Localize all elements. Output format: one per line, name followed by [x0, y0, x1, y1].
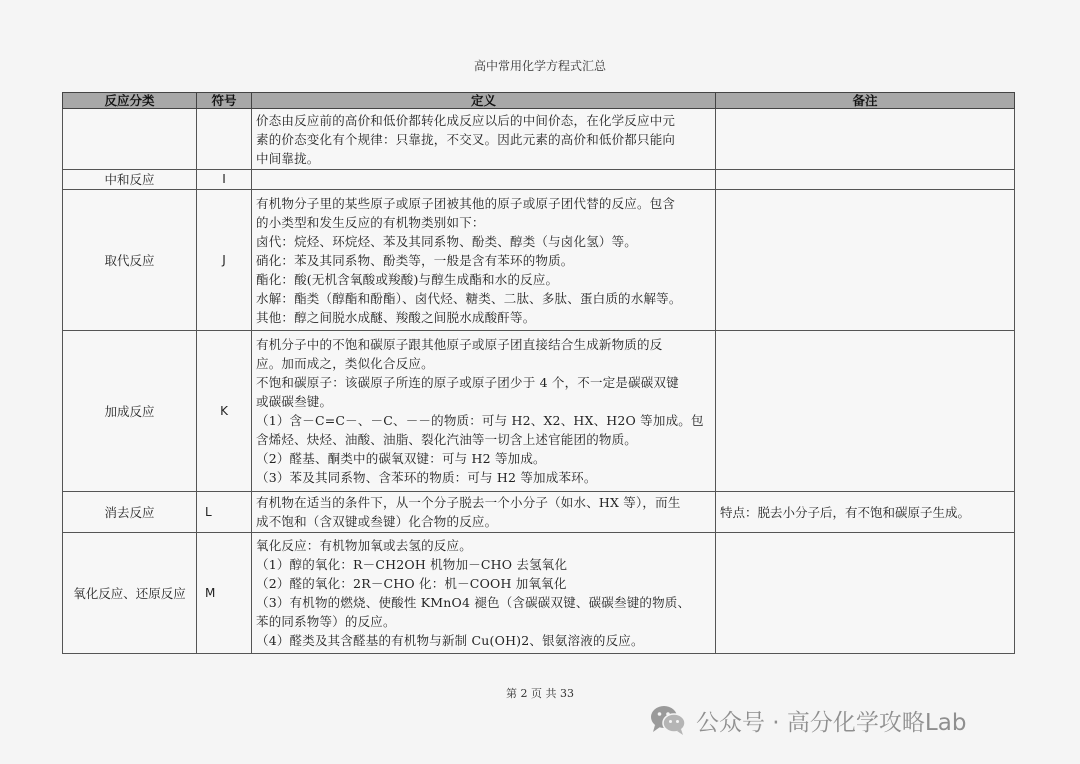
category-cell: 氧化反应、还原反应: [63, 533, 197, 654]
table-row: [63, 533, 1015, 654]
table-row: [63, 170, 1015, 190]
table-row: [63, 331, 1015, 492]
definition-line: 苯的同系物等）的反应。: [256, 614, 396, 629]
definition-line: 的小类型和发生反应的有机物类别如下：: [256, 214, 485, 230]
definition-line: 有机物分子里的某些原子或原子团被其他的原子或原子团代替的反应。包含: [256, 195, 676, 211]
definition-line: （2）醛的氧化：2R－CHO 化：机－COOH 加氧氧化: [256, 576, 567, 591]
note-cell: [716, 190, 1015, 331]
definition-cell: [252, 109, 716, 170]
definition-cell: [252, 170, 716, 190]
note-cell: 特点：脱去小分子后，有不饱和碳原子生成。: [716, 492, 1015, 533]
category-cell: [63, 109, 197, 170]
definition-line: 中间靠拢。: [256, 150, 320, 166]
definition-cell: [252, 533, 716, 654]
header-note: 备注: [716, 93, 1015, 109]
definition-line: 成不饱和（含双键或叁键）化合物的反应。: [256, 514, 498, 529]
header-category: 反应分类: [63, 93, 197, 109]
page-number: 第 2 页 共 33: [506, 687, 574, 700]
note-cell: [716, 533, 1015, 654]
definition-line: （4）醛类及其含醛基的有机物与新制 Cu(OH)2、银氨溶液的反应。: [256, 633, 644, 648]
note-cell: [716, 331, 1015, 492]
symbol-cell: J: [197, 190, 252, 331]
definition-cell: [252, 492, 716, 533]
watermark: [648, 700, 966, 740]
category-cell: 取代反应: [63, 190, 197, 331]
symbol-cell: L: [197, 492, 252, 533]
wechat-icon: [648, 702, 688, 738]
definition-line: 水解：酯类（醇酯和酚酯）、卤代烃、糖类、二肽、多肽、蛋白质的水解等。: [256, 290, 682, 306]
definition-line: （1）醇的氧化：R－CH2OH 机物加－CHO 去氢氧化: [256, 557, 568, 572]
definition-line: 或碳碳叁键。: [256, 394, 333, 409]
category-cell: 中和反应: [63, 170, 197, 190]
definition-line: 素的价态变化有个规律：只靠拢，不交叉。因此元素的高价和低价都只能向: [256, 131, 676, 147]
header-definition: 定义: [252, 93, 716, 109]
category-cell: 消去反应: [63, 492, 197, 533]
symbol-cell: K: [197, 331, 252, 492]
definition-line: 不饱和碳原子：该碳原子所连的原子或原子团少于 4 个，不一定是碳碳双键: [256, 375, 679, 390]
table-row: [63, 190, 1015, 331]
reaction-table: [62, 92, 1015, 654]
table-header-row: [63, 93, 1015, 109]
definition-line: （2）醛基、酮类中的碳氧双键：可与 H2 等加成。: [256, 451, 546, 466]
page-title: 高中常用化学方程式汇总: [473, 59, 606, 73]
definition-line: 应。加而成之，类似化合反应。: [256, 356, 434, 371]
definition-cell: [252, 190, 716, 331]
definition-line: 有机分子中的不饱和碳原子跟其他原子或原子团直接结合生成新物质的反: [256, 337, 663, 352]
table-row: [63, 109, 1015, 170]
definition-line: 有机物在适当的条件下，从一个分子脱去一个小分子（如水、HX 等），而生: [256, 495, 681, 510]
symbol-cell: M: [197, 533, 252, 654]
definition-line: 其他：醇之间脱水成醚、羧酸之间脱水成酸酐等。: [256, 309, 536, 325]
definition-line: 硝化：苯及其同系物、酚类等，一般是含有苯环的物质。: [256, 252, 574, 268]
definition-line: 价态由反应前的高价和低价都转化成反应以后的中间价态，在化学反应中元: [256, 112, 676, 128]
table-row: [63, 492, 1015, 533]
header-symbol: 符号: [197, 93, 252, 109]
watermark-text: 公众号 · 高分化学攻略Lab: [696, 709, 967, 736]
definition-line: （1）含－C=C－、－C、－－的物质：可与 H2、X2、HX、H2O 等加成。包: [256, 413, 704, 428]
definition-cell: [252, 331, 716, 492]
symbol-cell: [197, 109, 252, 170]
definition-line: （3）苯及其同系物、含苯环的物质：可与 H2 等加成苯环。: [256, 470, 597, 485]
definition-line: 含烯烃、炔烃、油酸、油脂、裂化汽油等一切含上述官能团的物质。: [256, 432, 638, 447]
definition-line: （3）有机物的燃烧、使酸性 KMnO4 褪色（含碳碳双键、碳碳叁键的物质、: [256, 595, 691, 610]
definition-line: 卤代：烷烃、环烷烃、苯及其同系物、酚类、醇类（与卤化氢）等。: [256, 233, 638, 249]
definition-line: 氧化反应：有机物加氧或去氢的反应。: [256, 538, 472, 553]
note-cell: [716, 109, 1015, 170]
symbol-cell: I: [197, 170, 252, 190]
note-cell: [716, 170, 1015, 190]
definition-line: 酯化：酸(无机含氧酸或羧酸)与醇生成酯和水的反应。: [256, 271, 559, 287]
category-cell: 加成反应: [63, 331, 197, 492]
